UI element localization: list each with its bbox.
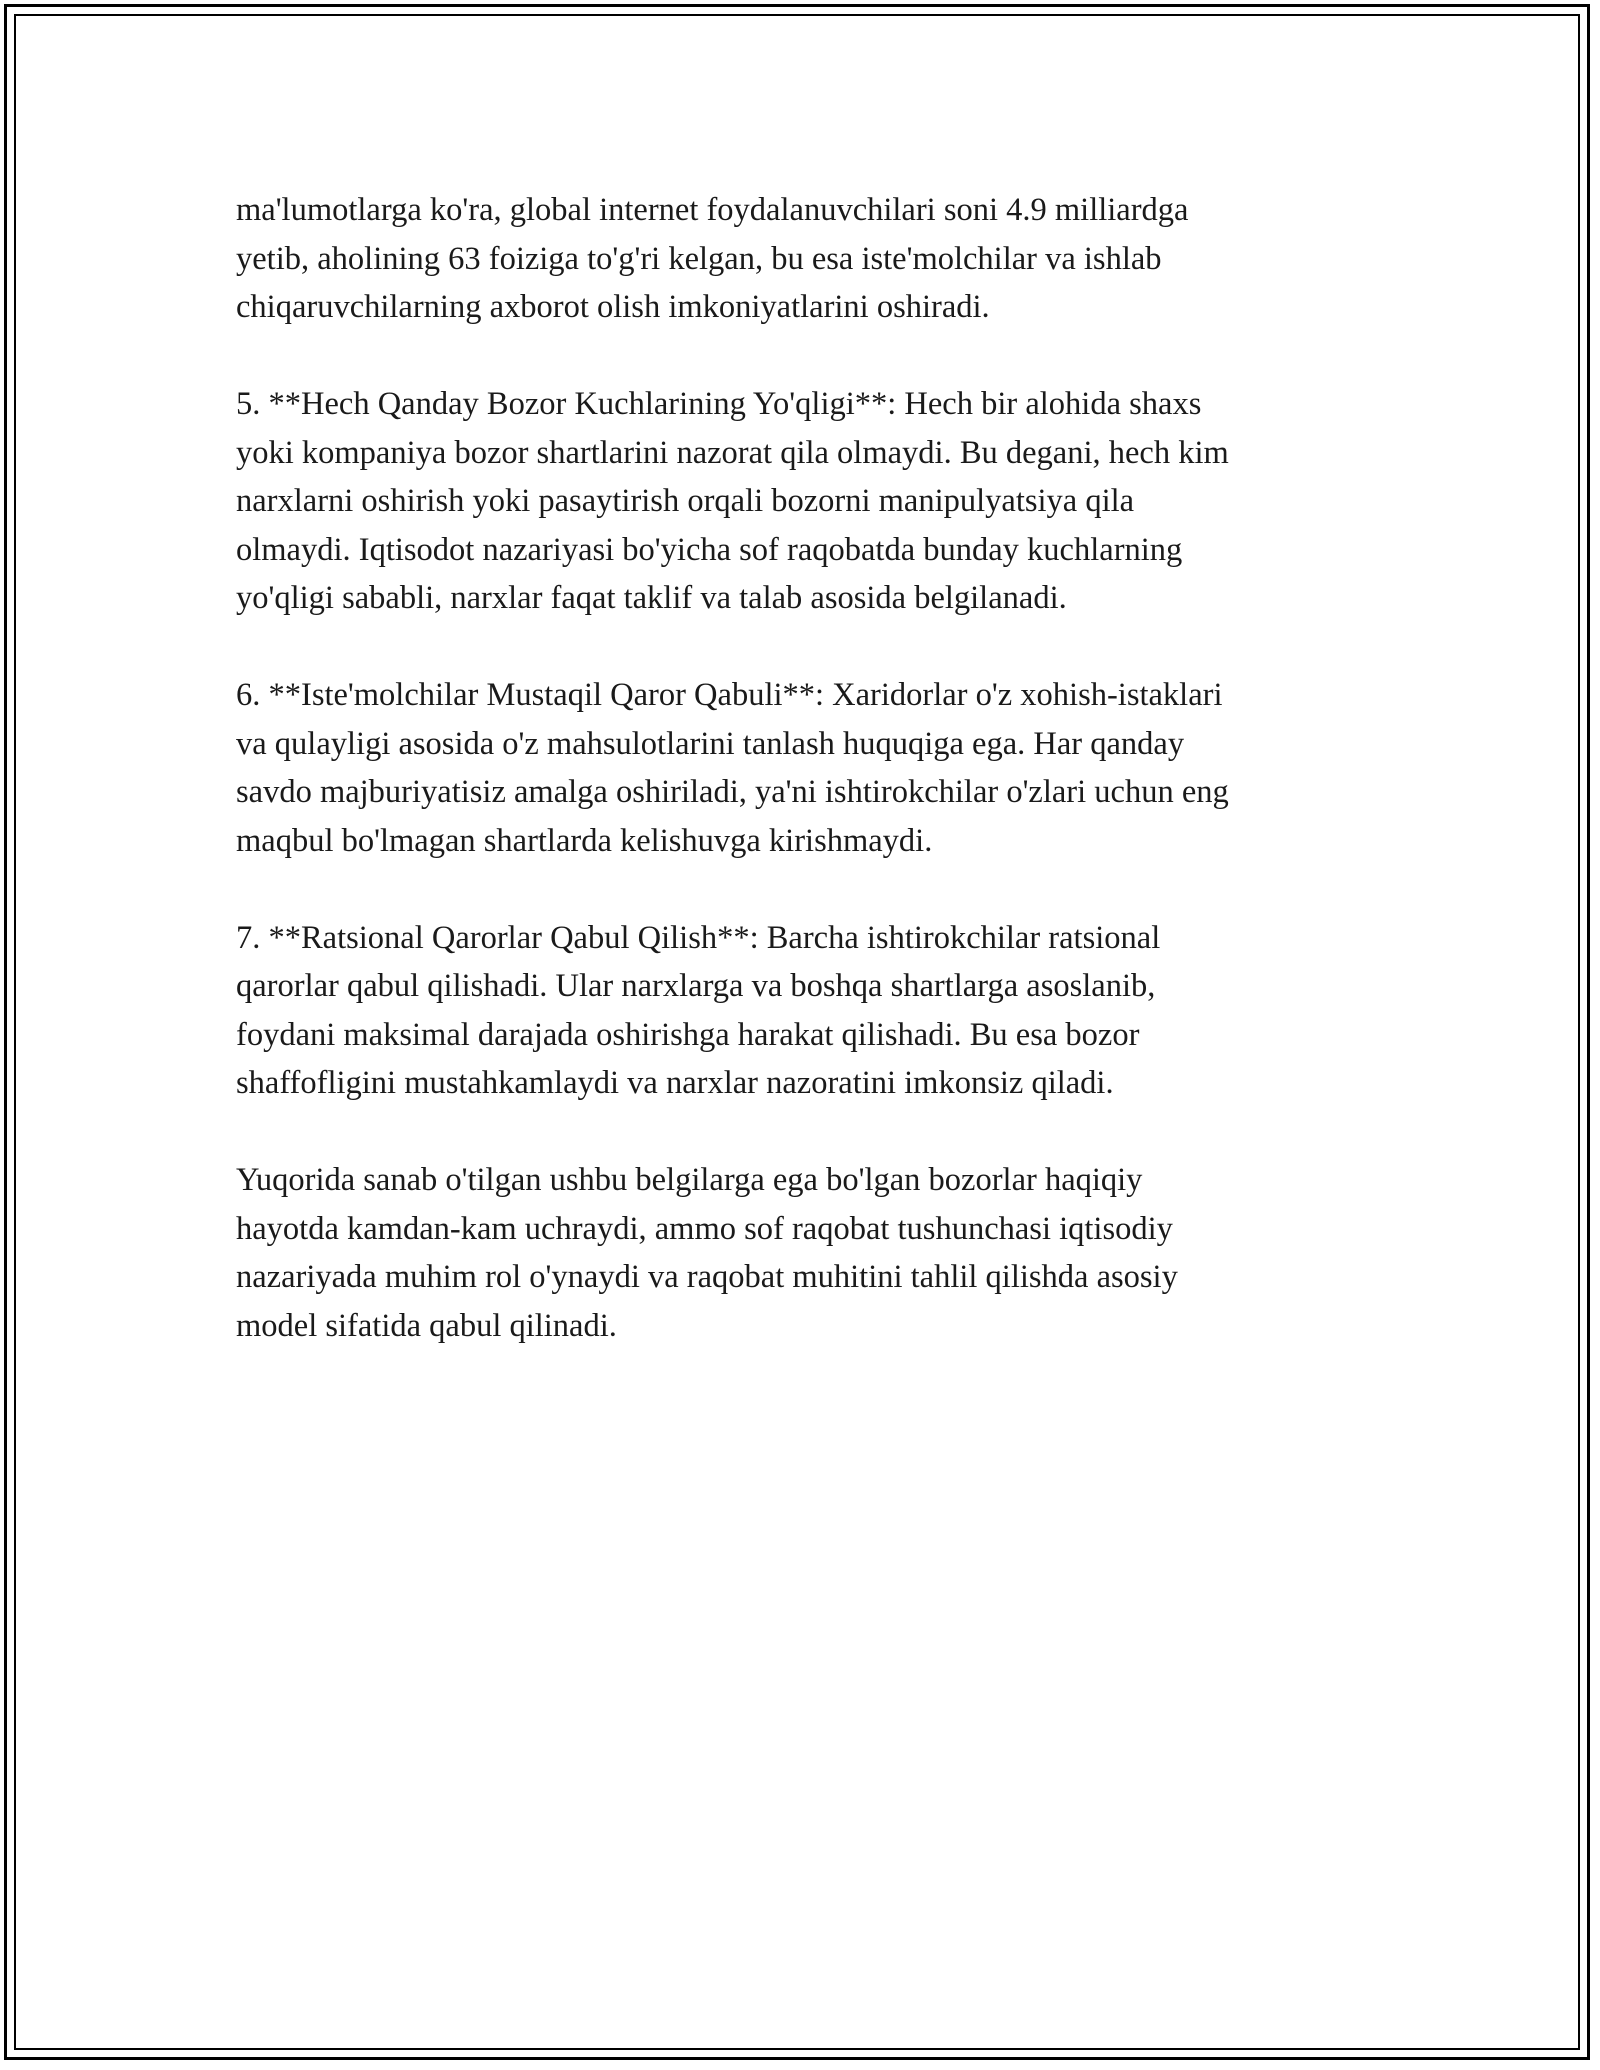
text-line: ma'lumotlarga ko'ra, global internet foydalanuvchilari soni 4.9 milliardga [236, 192, 1189, 228]
text-line: savdo majburiyatisiz amalga oshiriladi, ya'ni ishtirokchilar o'zlari uchun eng [236, 774, 1229, 810]
text-line: shaffofligini mustahkamlaydi va narxlar nazoratini imkonsiz qiladi. [236, 1065, 1114, 1101]
text-line: yoki kompaniya bozor shartlarini nazorat qila olmaydi. Bu degani, hech kim [236, 434, 1229, 471]
text-line: yo'qligi sababli, narxlar faqat taklif va talab asosida belgilanadi. [236, 580, 1067, 616]
paragraph-conclusion [236, 1156, 1376, 1350]
text-line: olmaydi. Iqtisodot nazariyasi bo'yicha sof raqobatda bunday kuchlarning [236, 531, 1183, 568]
paragraph-item-7 [236, 914, 1376, 1108]
text-line: chiqaruvchilarning axborot olish imkoniyatlarini oshiradi. [236, 289, 990, 325]
text-line: 5. **Hech Qanday Bozor Kuchlarining Yo'qligi**: Hech bir alohida shaxs [236, 386, 1202, 422]
text-line: foydani maksimal darajada oshirishga harakat qilishadi. Bu esa bozor [236, 1016, 1140, 1053]
text-line: narxlarni oshirish yoki pasaytirish orqali bozorni manipulyatsiya qila [236, 483, 1135, 519]
text-line: Yuqorida sanab o'tilgan ushbu belgilarga ega bo'lgan bozorlar haqiqiy [236, 1162, 1143, 1198]
paragraph-item-5 [236, 380, 1376, 623]
paragraph-intro-continuation [236, 186, 1376, 332]
text-line: maqbul bo'lmagan shartlarda kelishuvga kirishmaydi. [236, 822, 933, 859]
text-line: hayotda kamdan-kam uchraydi, ammo sof raqobat tushunchasi iqtisodiy [236, 1210, 1173, 1247]
text-line: qarorlar qabul qilishadi. Ular narxlarga va boshqa shartlarga asoslanib, [236, 968, 1156, 1004]
text-line: nazariyada muhim rol o'ynaydi va raqobat muhitini tahlil qilishda asosiy [236, 1259, 1178, 1295]
text-line: 7. **Ratsional Qarorlar Qabul Qilish**: Barcha ishtirokchilar ratsional [236, 919, 1161, 956]
text-line: model sifatida qabul qilinadi. [236, 1307, 617, 1344]
paragraph-item-6 [236, 671, 1376, 865]
text-line: 6. **Iste'molchilar Mustaqil Qaror Qabuli**: Xaridorlar o'z xohish-istaklari [236, 677, 1223, 713]
document-body [236, 186, 1376, 1399]
text-line: yetib, aholining 63 foiziga to'g'ri kelgan, bu esa iste'molchilar va ishlab [236, 240, 1162, 277]
text-line: va qulayligi asosida o'z mahsulotlarini tanlash huquqiga ega. Har qanday [236, 725, 1185, 762]
